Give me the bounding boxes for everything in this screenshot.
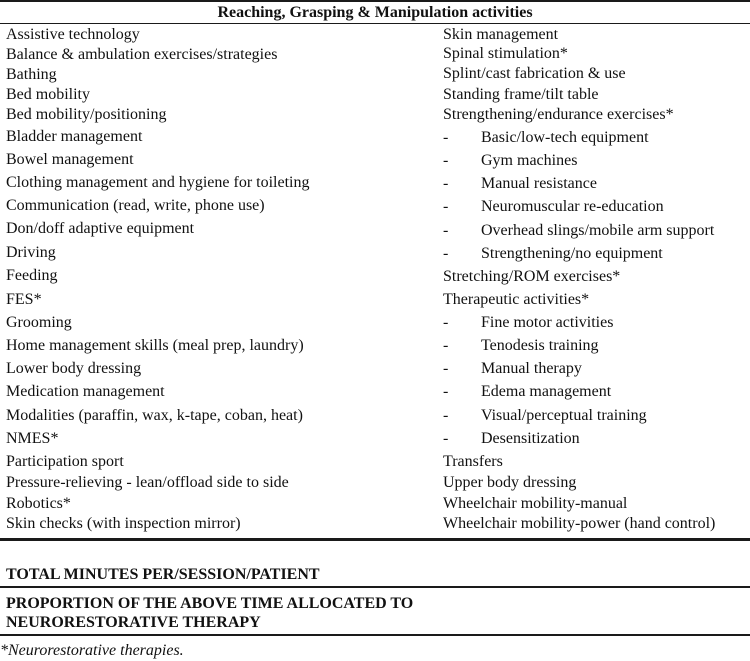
right-subitem-label: Neuromuscular re-education	[481, 198, 664, 215]
total-minutes-label: TOTAL MINUTES PER/SESSION/PATIENT	[6, 566, 320, 583]
left-item: Bladder management	[6, 128, 143, 145]
bullet-dash: -	[443, 245, 449, 262]
right-subitem-label: Visual/perceptual training	[481, 407, 647, 424]
table-title: Reaching, Grasping & Manipulation activities	[217, 4, 533, 21]
right-subitem-label: Manual therapy	[481, 360, 582, 377]
left-item: NMES*	[6, 430, 59, 447]
right-subitem-label: Gym machines	[481, 152, 578, 169]
left-item: Assistive technology	[6, 26, 140, 43]
left-item: Communication (read, write, phone use)	[6, 197, 265, 214]
left-item: Robotics*	[6, 495, 71, 512]
proportion-label-line2: NEURORESTORATIVE THERAPY	[6, 614, 261, 631]
right-subitem-label: Desensitization	[481, 430, 580, 447]
left-item: Home management skills (meal prep, laundry)	[6, 337, 304, 354]
right-item: Strengthening/endurance exercises*	[443, 106, 674, 123]
left-item: FES*	[6, 291, 42, 308]
left-item: Don/doff adaptive equipment	[6, 220, 195, 237]
left-item: Feeding	[6, 267, 58, 284]
left-item: Bed mobility	[6, 86, 90, 103]
right-subitem-label: Fine motor activities	[481, 314, 614, 331]
table-bottom-rule	[0, 538, 750, 541]
left-item: Medication management	[6, 383, 165, 400]
left-item: Pressure-relieving - lean/offload side to side	[6, 474, 289, 491]
footnote: *Neurorestorative therapies.	[0, 642, 184, 659]
left-item: Skin checks (with inspection mirror)	[6, 515, 241, 532]
left-item: Driving	[6, 244, 56, 261]
proportion-rule	[0, 634, 750, 636]
left-item: Bowel management	[6, 151, 134, 168]
left-item: Balance & ambulation exercises/strategies	[6, 46, 278, 63]
right-item: Transfers	[443, 453, 503, 470]
left-item: Bed mobility/positioning	[6, 106, 167, 123]
right-subitem-label: Tenodesis training	[481, 337, 599, 354]
right-item: Spinal stimulation*	[443, 45, 568, 62]
left-item: Bathing	[6, 66, 57, 83]
left-item: Modalities (paraffin, wax, k-tape, coban, heat)	[6, 407, 303, 424]
bullet-dash: -	[443, 360, 449, 377]
right-subitem-label: Edema management	[481, 383, 612, 400]
bullet-dash: -	[443, 383, 449, 400]
bullet-dash: -	[443, 198, 449, 215]
bullet-dash: -	[443, 337, 449, 354]
right-subitem-label: Overhead slings/mobile arm support	[481, 222, 715, 239]
right-item: Wheelchair mobility-manual	[443, 495, 628, 512]
right-item: Wheelchair mobility-power (hand control)	[443, 515, 716, 532]
right-item: Skin management	[443, 26, 559, 43]
right-item: Splint/cast fabrication & use	[443, 65, 626, 82]
right-item: Therapeutic activities*	[443, 291, 590, 308]
right-item: Stretching/ROM exercises*	[443, 268, 621, 285]
bullet-dash: -	[443, 314, 449, 331]
right-subitem-label: Basic/low-tech equipment	[481, 129, 649, 146]
top-rule	[0, 0, 750, 2]
bullet-dash: -	[443, 222, 449, 239]
right-subitem-label: Strengthening/no equipment	[481, 245, 663, 262]
bullet-dash: -	[443, 129, 449, 146]
bullet-dash: -	[443, 407, 449, 424]
left-item: Grooming	[6, 314, 72, 331]
left-item: Participation sport	[6, 453, 124, 470]
left-item: Lower body dressing	[6, 360, 142, 377]
bullet-dash: -	[443, 430, 449, 447]
left-item: Clothing management and hygiene for toileting	[6, 174, 310, 191]
title-rule	[0, 23, 750, 24]
total-rule	[0, 586, 750, 588]
bullet-dash: -	[443, 175, 449, 192]
right-item: Upper body dressing	[443, 474, 577, 491]
proportion-label-line1: PROPORTION OF THE ABOVE TIME ALLOCATED TO	[6, 595, 414, 612]
right-subitem-label: Manual resistance	[481, 175, 597, 192]
bullet-dash: -	[443, 152, 449, 169]
right-item: Standing frame/tilt table	[443, 86, 599, 103]
